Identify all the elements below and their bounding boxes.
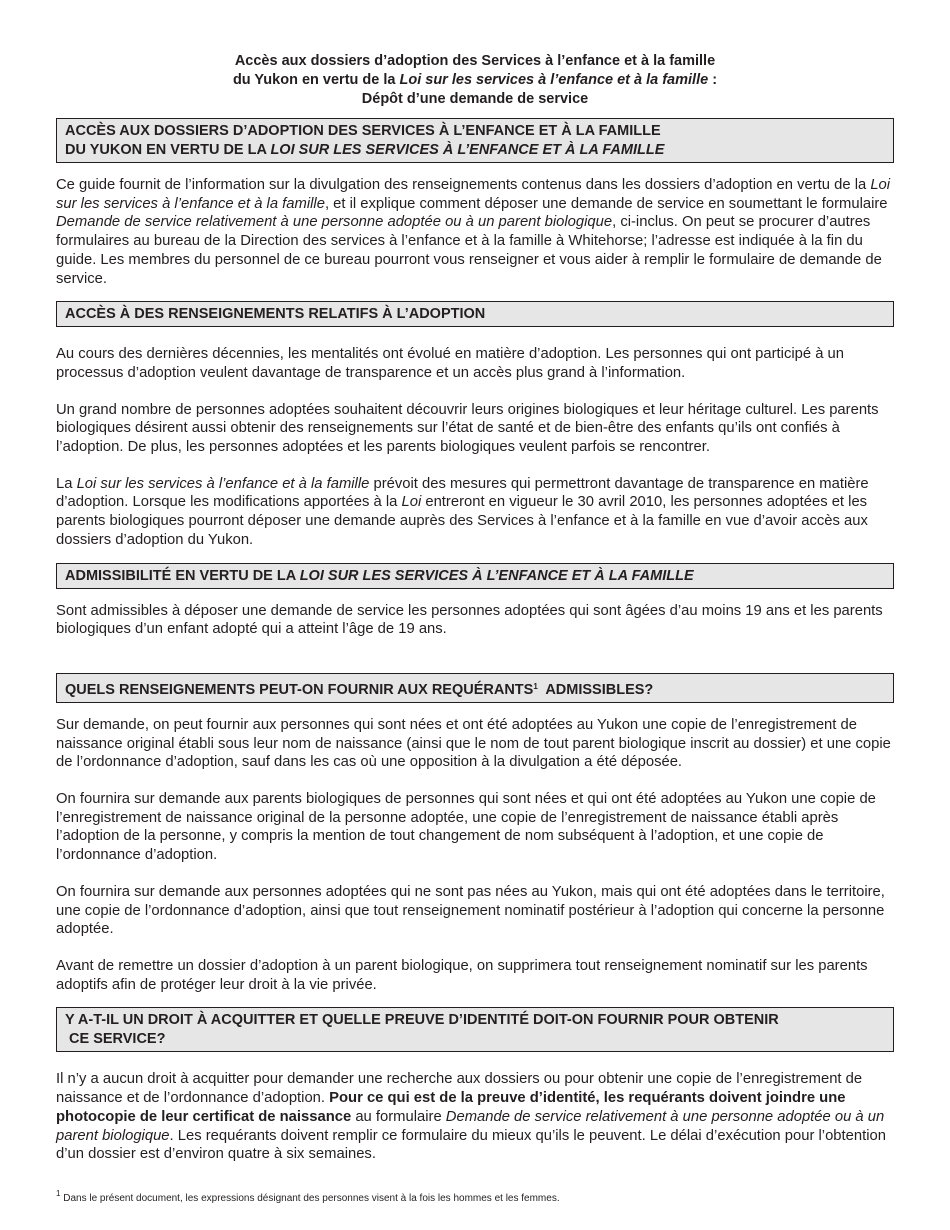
title-line-2-text: du Yukon en vertu de la (232, 72, 400, 88)
text-run: prévoit des mesures qui permettront davantage de transparence en matière d’adoption. Lorsque les modifications apportées à la (56, 475, 869, 511)
paragraph: On fournira sur demande aux parents biologiques de personnes qui sont nées et qui ont été adoptées au Yukon une copie de l’enregistrement de naissance original de la personne adoptée, une copie de l’enregistrement de naissance établi après l’adoption de la personne, y compris la mention de tout changement de nom subséquent à l’adoption, et une copie de l’ordonnance d’adoption. (56, 791, 876, 864)
section-heading-fees (56, 1007, 894, 1052)
title-line-2 (56, 71, 894, 90)
text-run: , ci-inclus. On peut se procurer d’autres formulaires au bureau de la Direction des services à l’enfance et à la famille à Whitehorse; l’adresse est indiquée à la fin du guide. Les membres du personnel de ce bureau pourront vous renseigner et vous aider à remplir le formulaire de demande de service. (56, 214, 882, 287)
paragraph: Sur demande, on peut fournir aux personnes qui sont nées et ont été adoptées au Yukon une copie de l’enregistrement de naissance original établi sous leur nom de naissance (ainsi que le nom de tout parent biologique inscrit au dossier) et une copie de l’ordonnance d’adoption, sauf dans les cas où une opposition à la divulgation a été déposée. (56, 716, 891, 771)
paragraph: Au cours des dernières décennies, les mentalités ont évolué en matière d’adoption. Les personnes qui ont participé à un processus d’adoption veulent davantage de transparence et un accès plus grand à l’information. (56, 346, 845, 381)
title-line-2-end: : (708, 72, 718, 88)
heading-text: ADMISSIBILITÉ EN VERTU DE LA (65, 567, 300, 584)
form-name: Demande de service relativement à une personne adoptée ou à un parent biologique (56, 1108, 885, 1144)
text-run: Ce guide fournit de l’information sur la divulgation des renseignements contenus dans les dossiers d’adoption en vertu de la (56, 177, 871, 193)
text-run: . Les requérants doivent remplir ce formulaire du mieux qu’ils le peuvent. Le délai d’exécution pour l’obtention d’un dossier est d’environ quatre à six semaines. (56, 1127, 886, 1163)
section-heading-line: Y A-T-IL UN DROIT À ACQUITTER ET QUELLE PREUVE D’IDENTITÉ DOIT-ON FOURNIR POUR OBTENIR (65, 1012, 779, 1029)
section-heading-line: ACCÈS AUX DOSSIERS D’ADOPTION DES SERVICES À L’ENFANCE ET À LA FAMILLE (65, 123, 661, 139)
footnote-text: Dans le présent document, les expressions désignant des personnes visent à la fois les hommes et les femmes. (60, 1193, 560, 1204)
text-run: , et il explique comment déposer une demande de service en soumettant le formulaire (324, 195, 888, 212)
section-heading-line (65, 141, 885, 160)
section-heading-what-info (56, 673, 894, 703)
section-heading-info-access: ACCÈS À DES RENSEIGNEMENTS RELATIFS À L’ADOPTION (56, 301, 894, 327)
paragraph-fees (56, 1070, 894, 1164)
text-run: Il n’y a aucun droit à acquitter pour demander une recherche aux dossiers ou pour obtenir une copie de l’enregistrement de naissance et de l’ordonnance d’adoption. (56, 1071, 863, 1107)
text-run: au formulaire (351, 1108, 446, 1125)
footnote (56, 1187, 560, 1205)
title-law-name: Loi sur les services à l’enfance et à la famille (399, 72, 709, 88)
text-run: entreront en vigueur le 30 avril 2010, les personnes adoptées et les parents biologiques pourront déposer une demande auprès des Services à l’enfance et à la famille en vue d’avoir accès aux dossiers d’adoption du Yukon. (56, 494, 868, 548)
title-line-3: Dépôt d’une demande de service (361, 91, 589, 107)
law-name: Loi sur les services à l’enfance et à la famille (56, 177, 891, 212)
paragraph: Avant de remettre un dossier d’adoption à un parent biologique, on supprimera tout renseignement nominatif sur les parents adoptifs afin de protéger leur droit à la vie privée. (56, 957, 868, 993)
heading-law-name: LOI SUR LES SERVICES À L’ENFANCE ET À LA FAMILLE (270, 142, 665, 158)
heading-text: QUELS RENSEIGNEMENTS PEUT-ON FOURNIR AUX REQUÉRANTS (65, 681, 534, 698)
paragraph: Sont admissibles à déposer une demande de service les personnes adoptées qui sont âgées d’au moins 19 ans et les parents biologiques d’un enfant adopté qui a atteint l’âge de 19 ans. (56, 602, 883, 638)
form-name: Demande de service relativement à une personne adoptée ou à un parent biologique (56, 214, 613, 231)
paragraph: On fournira sur demande aux personnes adoptées qui ne sont pas nées au Yukon, mais qui ont été adoptées dans le territoire, une copie de l’ordonnance d’adoption, ainsi que tout renseignement nominatif postérieur à l’adoption qui concerne la personne adoptée. (56, 883, 885, 938)
document-page (56, 52, 894, 1164)
section-heading-access (56, 118, 894, 163)
paragraph (56, 475, 894, 550)
heading-text: DU YUKON EN VERTU DE LA (65, 142, 271, 158)
law-short-name: Loi (401, 494, 422, 511)
paragraph: Un grand nombre de personnes adoptées souhaitent découvrir leurs origines biologiques et leur héritage culturel. Les parents biologiques désirent aussi obtenir des renseignements sur l’état de santé et de bien-être des enfants qu’ils ont confiés à l’adoption. De plus, les personnes adoptées et les parents biologiques veulent parfois se rencontrer. (56, 401, 879, 456)
title-line-1: Accès aux dossiers d’adoption des Services à l’enfance et à la famille (234, 53, 716, 69)
paragraph-intro (56, 176, 894, 288)
law-name: Loi sur les services à l’enfance et à la famille (76, 475, 370, 492)
heading-text: ADMISSIBLES? (537, 681, 654, 698)
text-run: La (56, 475, 77, 492)
bold-requirement: Pour ce qui est de la preuve d’identité, les requérants doivent joindre une photocopie de leur certificat de naissance (56, 1090, 846, 1125)
section-heading-line: CE SERVICE? (65, 1031, 166, 1048)
heading-law-name: LOI SUR LES SERVICES À L’ENFANCE ET À LA FAMILLE (299, 567, 694, 584)
footnote-marker: 1 (56, 1189, 61, 1198)
footnote-marker: 1 (533, 681, 538, 691)
section-heading-eligibility (56, 563, 894, 589)
document-title (56, 52, 894, 109)
